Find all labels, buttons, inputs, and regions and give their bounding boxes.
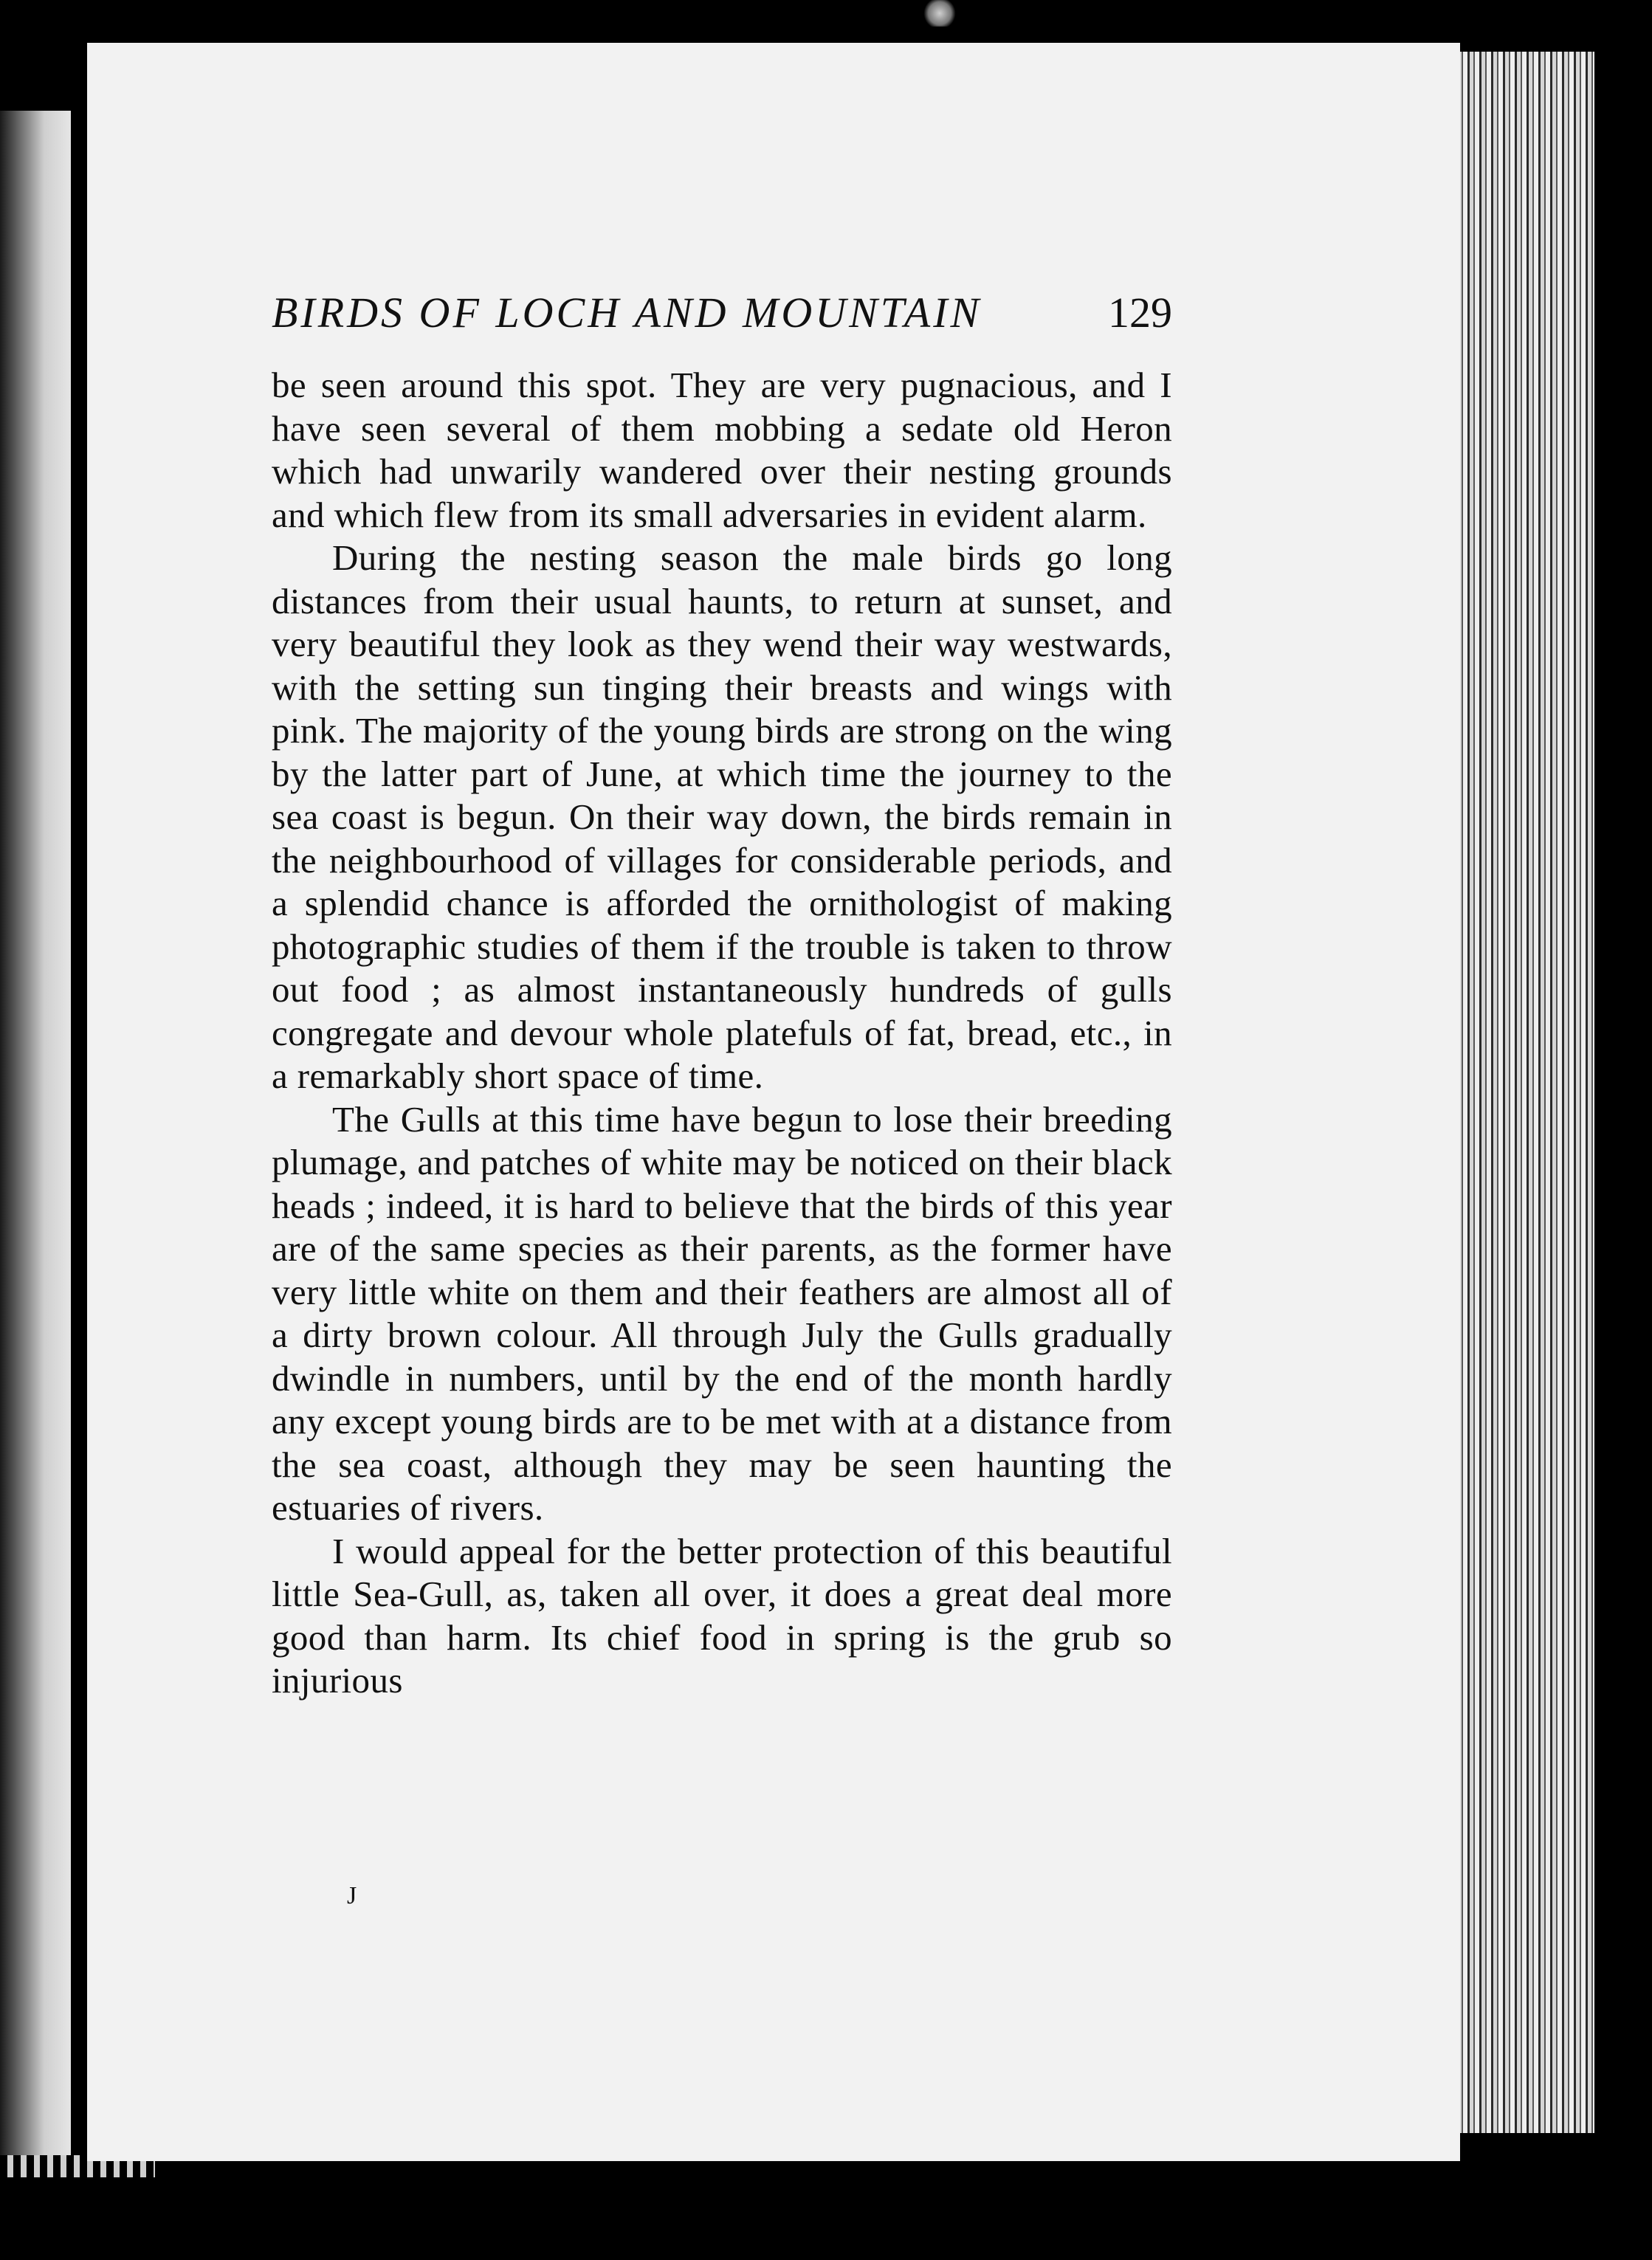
previous-page-edge [0, 111, 74, 2177]
page-number: 129 [1108, 289, 1172, 337]
page-text-block [272, 288, 1172, 1703]
running-head-title: BIRDS OF LOCH AND MOUNTAIN [272, 289, 982, 337]
paragraph-4: I would appeal for the better protection of this beautiful little Sea-Gull, as, taken all over, it does a great deal more good than harm. Its chief food in spring is the grub so injurious [272, 1530, 1172, 1701]
paragraph-3: The Gulls at this time have begun to lose their breeding plumage, and patches of white may be noticed on their black heads ; indeed, it is hard to believe that the birds of this year are of the same species as their parents, as the former have very little white on them and their feathers are almost all of a dirty brown colour. All through July the Gulls gradually dwindle in numbers, until by the end of the month hardly any except young birds are to be met with at a distance from the sea coast, although they may be seen haunting the estuaries of rivers. [272, 1098, 1172, 1528]
body-text [272, 364, 1172, 1703]
paragraph-2: During the nesting season the male birds go long distances from their usual haunts, to return at sunset, and very beautiful they look as they wend their way westwards, with the setting sun tinging their breasts and wings with pink. The majority of the young birds are strong on the wing by the latter part of June, at which time the journey to the sea coast is begun. On their way down, the birds remain in the neighbourhood of villages for considerable periods, and a splendid chance is afforded the ornithologist of making photographic studies of them if the trouble is taken to throw out food ; as almost instantaneously hundreds of gulls congregate and devour whole platefuls of fat, bread, etc., in a remarkably short space of time. [272, 537, 1172, 1096]
gutter-shadow [71, 111, 78, 2177]
paragraph-1: be seen around this spot. They are very pugnacious, and I have seen several of them mobbing a sedate old Heron which had unwarily wandered over their nesting grounds and which flew from its small adversaries in evident alarm. [272, 365, 1172, 535]
scan-artifact [921, 0, 958, 27]
signature-mark: J [347, 1882, 357, 1909]
running-head [272, 288, 1172, 337]
